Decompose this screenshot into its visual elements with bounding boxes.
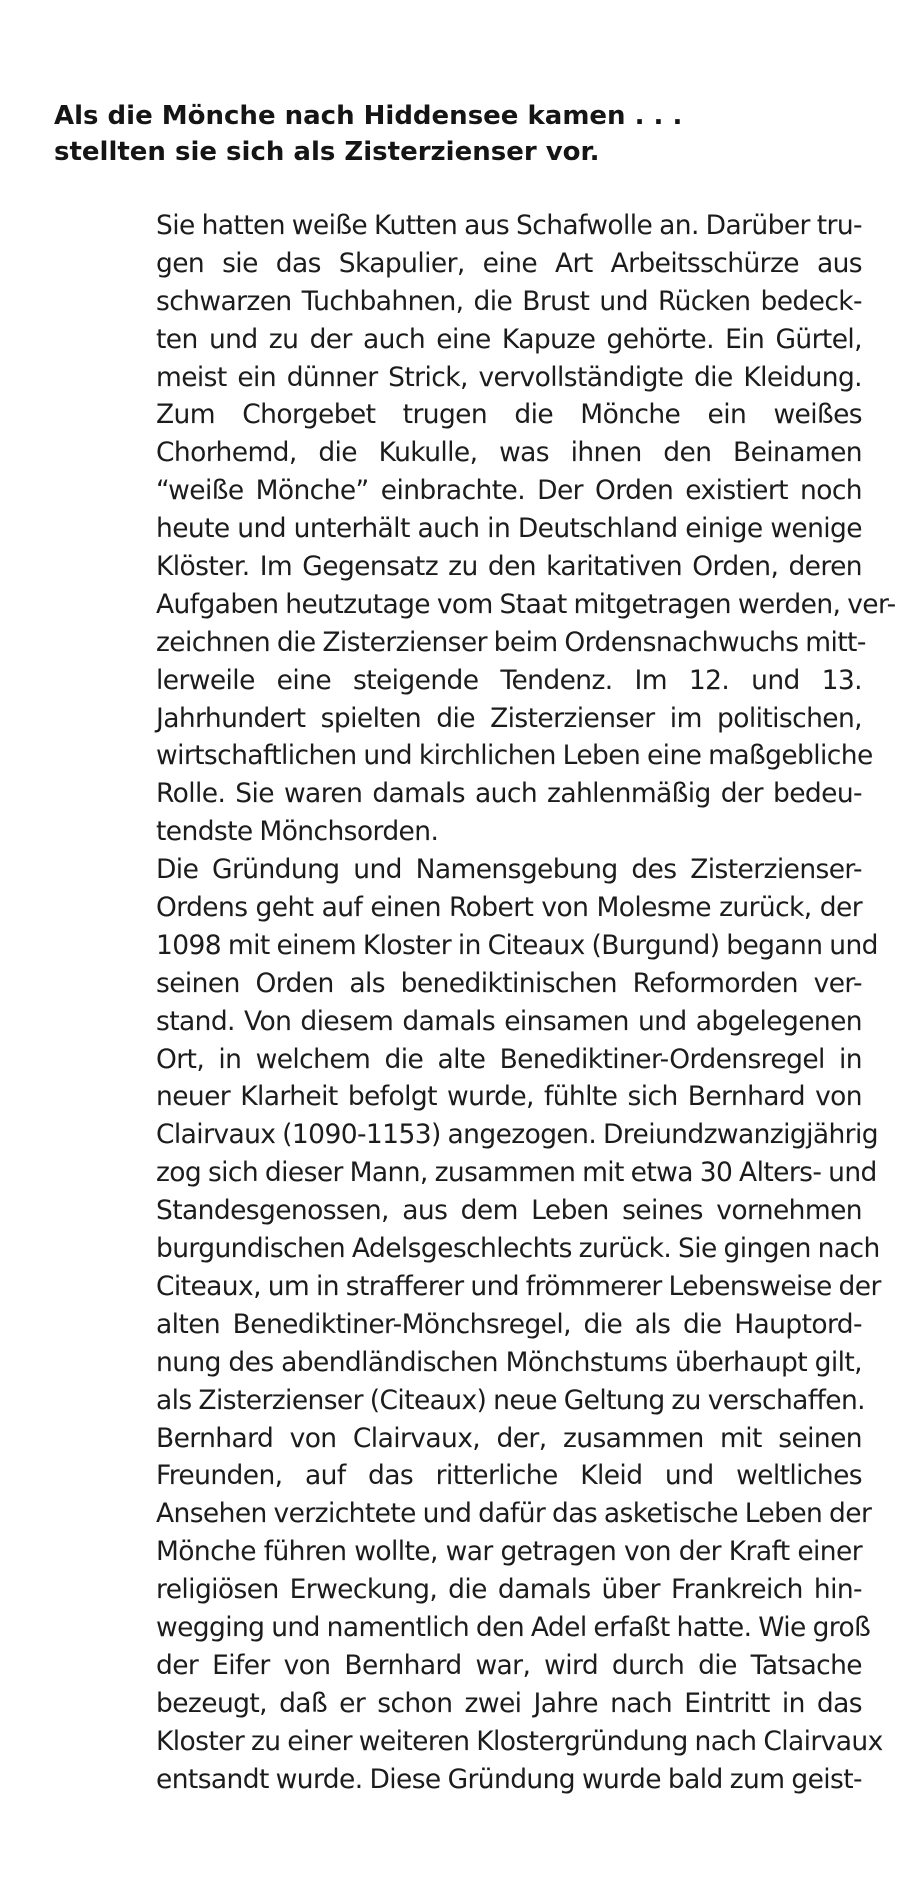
body-line: Chorhemd, die Kukulle, was ihnen den Beinamen — [156, 437, 862, 469]
body-line: wirtschaftlichen und kirchlichen Leben eine maßgebliche — [156, 740, 873, 772]
body-line: wegging und namentlich den Adel erfaßt hatte. Wie groß — [156, 1611, 871, 1643]
title-line-1: Als die Mönche nach Hiddensee kamen . . . — [54, 101, 683, 131]
title-line-2: stellten sie sich als Zisterzienser vor. — [54, 137, 600, 167]
body-line: zeichnen die Zisterzienser beim Ordensnachwuchs mitt- — [156, 626, 866, 658]
body-line: Sie hatten weiße Kutten aus Schafwolle an. Darüber tru- — [156, 210, 862, 241]
body-line: Freunden, auf das ritterliche Kleid und weltliches — [156, 1460, 862, 1492]
body-line: bezeugt, daß er schon zwei Jahre nach Eintritt in das — [156, 1687, 862, 1719]
body-line: nung des abendländischen Mönchstums überhaupt gilt, — [156, 1346, 862, 1378]
body-line: 1098 mit einem Kloster in Citeaux (Burgund) begann und — [156, 929, 878, 961]
body-line: Ordens geht auf einen Robert von Molesme zurück, der — [156, 892, 862, 924]
body-line: Ansehen verzichtete und dafür das asketische Leben der — [156, 1498, 872, 1530]
body-line: religiösen Erweckung, die damals über Frankreich hin- — [156, 1574, 862, 1606]
body-line: Bernhard von Clairvaux, der, zusammen mit seinen — [156, 1422, 862, 1454]
body-line: seinen Orden als benediktinischen Reformorden ver- — [156, 967, 862, 999]
body-line: Die Gründung und Namensgebung des Zisterzienser- — [156, 854, 862, 886]
body-line: Standesgenossen, aus dem Leben seines vornehmen — [156, 1195, 862, 1227]
page-title — [54, 98, 854, 170]
body-line: burgundischen Adelsgeschlechts zurück. Sie gingen nach — [156, 1233, 880, 1265]
body-line: ten und zu der auch eine Kapuze gehörte. Ein Gürtel, — [156, 323, 862, 355]
body-text — [156, 207, 896, 1798]
body-line: Aufgaben heutzutage vom Staat mitgetragen werden, ver- — [156, 588, 896, 620]
body-line: lerweile eine steigende Tendenz. Im 12. und 13. — [156, 664, 862, 696]
body-line: entsandt wurde. Diese Gründung wurde bald zum geist- — [156, 1763, 862, 1795]
body-line: alten Benediktiner-Mönchsregel, die als die Hauptord- — [156, 1308, 862, 1340]
body-line: Clairvaux (1090-1153) angezogen. Dreiundzwanzigjährig — [156, 1119, 878, 1151]
body-line: als Zisterzienser (Citeaux) neue Geltung zu verschaffen. — [156, 1384, 865, 1416]
body-line: Ort, in welchem die alte Benediktiner-Ordensregel in — [156, 1043, 862, 1075]
body-line: Klöster. Im Gegensatz zu den karitativen Orden, deren — [156, 551, 862, 583]
body-line: heute und unterhält auch in Deutschland einige wenige — [156, 513, 862, 545]
body-line: der Eifer von Bernhard war, wird durch die Tatsache — [156, 1649, 862, 1681]
body-line: zog sich dieser Mann, zusammen mit etwa 30 Alters- und — [156, 1157, 877, 1189]
body-line: neuer Klarheit befolgt wurde, fühlte sich Bernhard von — [156, 1081, 862, 1113]
body-line: gen sie das Skapulier, eine Art Arbeitsschürze aus — [156, 247, 862, 279]
body-line: Zum Chorgebet trugen die Mönche ein weißes — [156, 399, 862, 431]
body-line: Mönche führen wollte, war getragen von der Kraft einer — [156, 1536, 862, 1568]
body-line: Rolle. Sie waren damals auch zahlenmäßig der bedeu- — [156, 778, 862, 810]
body-line: Jahrhundert spielten die Zisterzienser im politischen, — [156, 702, 862, 734]
body-line: tendste Mönchsorden. — [156, 816, 439, 848]
body-line: meist ein dünner Strick, vervollständigte die Kleidung. — [156, 361, 862, 393]
body-line: schwarzen Tuchbahnen, die Brust und Rücken bedeck- — [156, 285, 862, 317]
body-line: Kloster zu einer weiteren Klostergründung nach Clairvaux — [156, 1725, 883, 1757]
body-line: “weiße Mönche” einbrachte. Der Orden existiert noch — [156, 475, 862, 507]
body-line: stand. Von diesem damals einsamen und abgelegenen — [156, 1005, 862, 1037]
body-line: Citeaux, um in strafferer und frömmerer Lebensweise der — [156, 1270, 881, 1302]
